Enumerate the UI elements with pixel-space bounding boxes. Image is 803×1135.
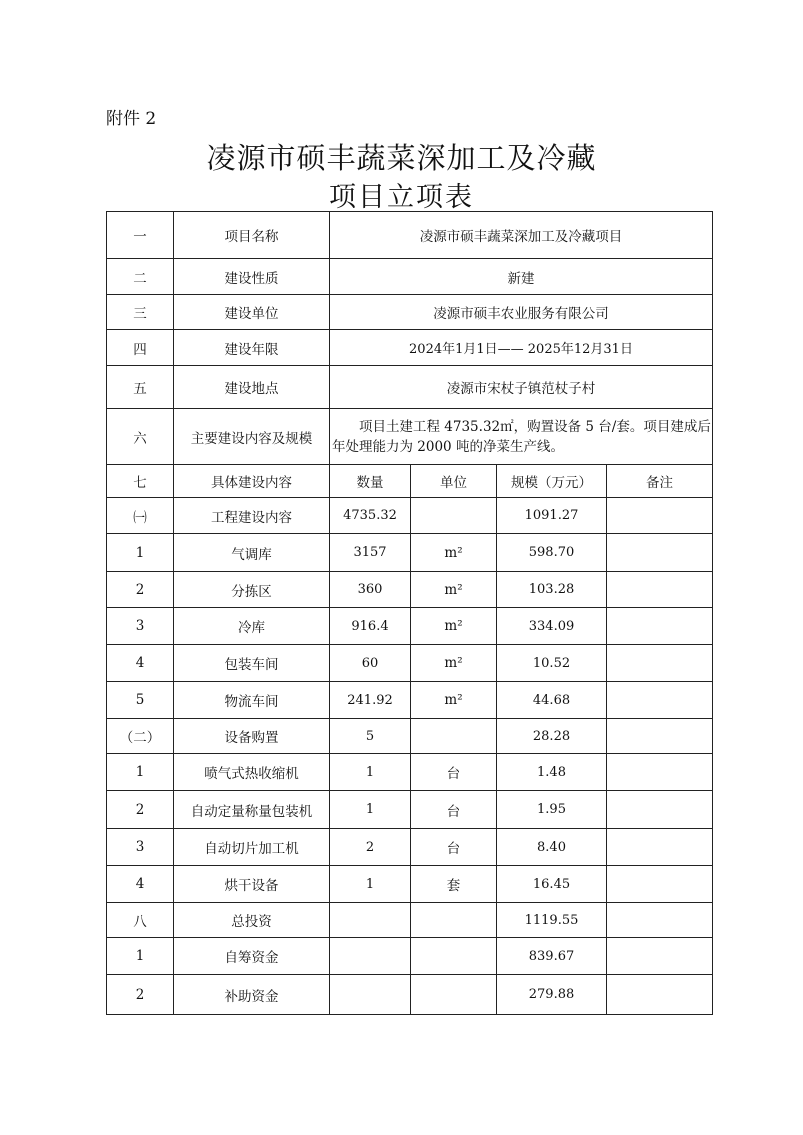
item-qty (330, 903, 411, 938)
row-index: 2 (107, 791, 174, 829)
item-unit: 套 (411, 866, 497, 903)
item-unit (411, 938, 497, 975)
item-unit: m² (411, 572, 497, 608)
item-scale: 8.40 (497, 829, 607, 866)
item-unit: 台 (411, 791, 497, 829)
item-scale: 28.28 (497, 719, 607, 754)
item-qty (330, 938, 411, 975)
row-index: 1 (107, 938, 174, 975)
detail-row (107, 938, 713, 975)
item-unit: m² (411, 534, 497, 572)
doc-title-line2: 项目立项表 (329, 182, 474, 213)
item-note (607, 682, 713, 719)
item-scale: 16.45 (497, 866, 607, 903)
item-note (607, 903, 713, 938)
item-scale: 1091.27 (497, 498, 607, 534)
detail-row (107, 645, 713, 682)
item-qty: 360 (330, 572, 411, 608)
item-note (607, 975, 713, 1015)
detail-row (107, 682, 713, 719)
row-label: 建设地点 (174, 366, 330, 409)
item-name: 气调库 (174, 534, 330, 572)
item-unit: m² (411, 682, 497, 719)
doc-title-line1: 凌源市硕丰蔬菜深加工及冷藏 (206, 141, 597, 175)
detail-row (107, 754, 713, 791)
row-value: 项目土建工程 4735.32㎡，购置设备 5 台/套。项目建成后年处理能力为 2000 吨的净菜生产线。 (330, 409, 713, 465)
item-name: 补助资金 (174, 975, 330, 1015)
row-index: 2 (107, 975, 174, 1015)
item-scale: 334.09 (497, 608, 607, 645)
item-qty: 3157 (330, 534, 411, 572)
item-qty: 5 (330, 719, 411, 754)
item-note (607, 498, 713, 534)
item-unit: m² (411, 608, 497, 645)
item-qty: 916.4 (330, 608, 411, 645)
row-label: 主要建设内容及规模 (174, 409, 330, 465)
detail-row (107, 866, 713, 903)
item-note (607, 608, 713, 645)
item-scale: 103.28 (497, 572, 607, 608)
detail-row (107, 791, 713, 829)
row-index: 一 (107, 212, 174, 259)
row-value: 新建 (330, 259, 713, 295)
item-qty: 1 (330, 754, 411, 791)
item-note (607, 754, 713, 791)
row-label: 建设性质 (174, 259, 330, 295)
item-note (607, 938, 713, 975)
header-note: 备注 (607, 465, 713, 498)
row-index: 二 (107, 259, 174, 295)
row-index: 四 (107, 330, 174, 366)
row-value: 凌源市硕丰蔬菜深加工及冷藏项目 (330, 212, 713, 259)
item-name: 设备购置 (174, 719, 330, 754)
row-index: 3 (107, 829, 174, 866)
row-index: 五 (107, 366, 174, 409)
item-qty: 1 (330, 866, 411, 903)
row-value: 凌源市宋杖子镇范杖子村 (330, 366, 713, 409)
item-name: 包装车间 (174, 645, 330, 682)
item-name: 自动切片加工机 (174, 829, 330, 866)
item-unit (411, 975, 497, 1015)
item-qty (330, 975, 411, 1015)
row-index: 2 (107, 572, 174, 608)
item-name: 自筹资金 (174, 938, 330, 975)
detail-row (107, 572, 713, 608)
attachment-label: 附件 2 (106, 109, 157, 129)
row-label: 建设年限 (174, 330, 330, 366)
info-row (107, 295, 713, 330)
row-label: 建设单位 (174, 295, 330, 330)
detail-row (107, 829, 713, 866)
row-index: 六 (107, 409, 174, 465)
info-row (107, 366, 713, 409)
item-name: 物流车间 (174, 682, 330, 719)
info-row (107, 409, 713, 465)
detail-row (107, 608, 713, 645)
row-index: 1 (107, 754, 174, 791)
item-name: 工程建设内容 (174, 498, 330, 534)
row-index: 4 (107, 645, 174, 682)
row-index: 1 (107, 534, 174, 572)
row-index: 三 (107, 295, 174, 330)
row-index: ㈠ (107, 498, 174, 534)
row-index: （二） (107, 719, 174, 754)
item-scale: 10.52 (497, 645, 607, 682)
item-name: 冷库 (174, 608, 330, 645)
item-unit (411, 498, 497, 534)
item-note (607, 645, 713, 682)
header-index: 七 (107, 465, 174, 498)
item-qty: 60 (330, 645, 411, 682)
detail-row (107, 498, 713, 534)
info-row (107, 330, 713, 366)
item-note (607, 719, 713, 754)
item-name: 喷气式热收缩机 (174, 754, 330, 791)
detail-row (107, 534, 713, 572)
item-qty: 1 (330, 791, 411, 829)
row-index: 3 (107, 608, 174, 645)
item-name: 自动定量称量包装机 (174, 791, 330, 829)
detail-row (107, 975, 713, 1015)
info-row (107, 212, 713, 259)
detail-row (107, 903, 713, 938)
row-index: 八 (107, 903, 174, 938)
item-qty: 2 (330, 829, 411, 866)
header-unit: 单位 (411, 465, 497, 498)
row-index: 4 (107, 866, 174, 903)
item-note (607, 866, 713, 903)
item-unit: 台 (411, 754, 497, 791)
item-name: 总投资 (174, 903, 330, 938)
row-value: 2024年1月1日—— 2025年12月31日 (330, 330, 713, 366)
item-unit (411, 903, 497, 938)
header-qty: 数量 (330, 465, 411, 498)
row-label: 项目名称 (174, 212, 330, 259)
item-unit (411, 719, 497, 754)
item-name: 分拣区 (174, 572, 330, 608)
item-note (607, 534, 713, 572)
item-scale: 279.88 (497, 975, 607, 1015)
item-note (607, 829, 713, 866)
item-qty: 241.92 (330, 682, 411, 719)
detail-row (107, 719, 713, 754)
info-row (107, 259, 713, 295)
item-note (607, 791, 713, 829)
header-scale: 规模（万元） (497, 465, 607, 498)
item-note (607, 572, 713, 608)
item-name: 烘干设备 (174, 866, 330, 903)
item-scale: 839.67 (497, 938, 607, 975)
item-scale: 598.70 (497, 534, 607, 572)
row-value: 凌源市硕丰农业服务有限公司 (330, 295, 713, 330)
item-unit: m² (411, 645, 497, 682)
detail-header-row (107, 465, 713, 498)
item-unit: 台 (411, 829, 497, 866)
header-content: 具体建设内容 (174, 465, 330, 498)
item-scale: 1119.55 (497, 903, 607, 938)
row-index: 5 (107, 682, 174, 719)
project-table (106, 211, 713, 1015)
item-qty: 4735.32 (330, 498, 411, 534)
item-scale: 44.68 (497, 682, 607, 719)
item-scale: 1.95 (497, 791, 607, 829)
item-scale: 1.48 (497, 754, 607, 791)
